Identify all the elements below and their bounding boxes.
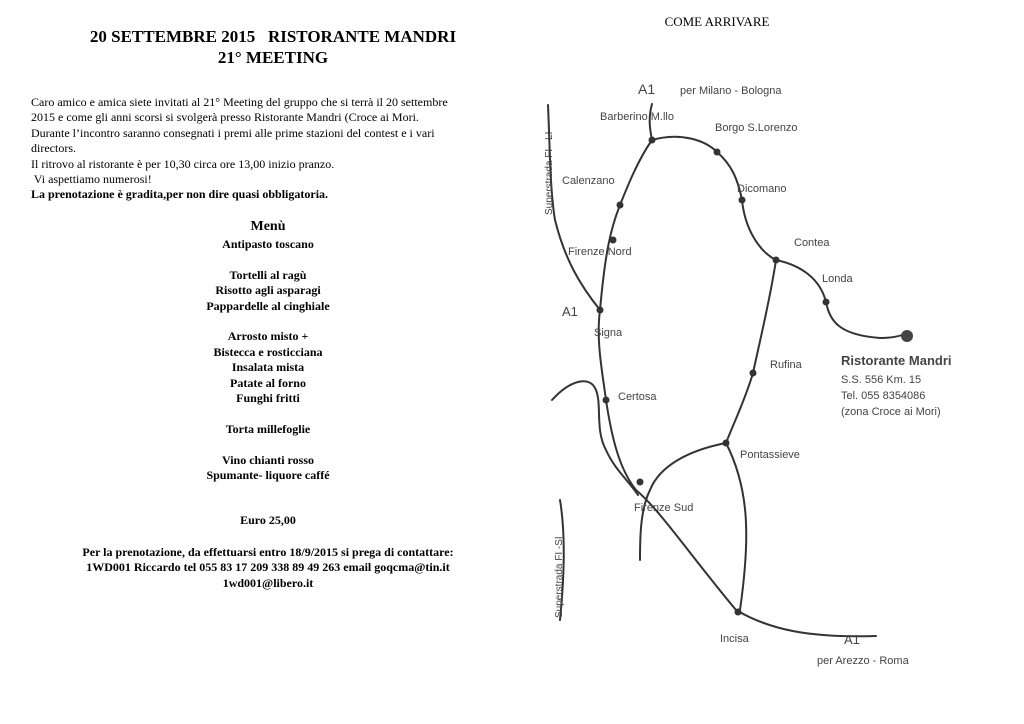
- restaurant-tel: Tel. 055 8354086: [841, 390, 926, 402]
- londa-label: Londa: [822, 273, 853, 285]
- intro-line: Durante l’incontro saranno consegnati i premi alle prime stazioni del contest e i vari: [31, 125, 435, 140]
- invitation-panel: [28, 0, 518, 724]
- menu-item: Risotto agli asparagi: [215, 283, 321, 298]
- pontassieve-dot: [723, 440, 730, 447]
- intro-line: Vi aspettiamo numerosi!: [31, 172, 152, 187]
- firenze-sud-label: Firenze Sud: [634, 502, 694, 514]
- contact-line: 1wd001@libero.it: [222, 575, 314, 590]
- barberino-label: Barberino M.llo: [600, 111, 674, 123]
- superstrada-fi-li: [548, 105, 600, 310]
- superstrada-fi-si-label: Superstrada FI -SI: [554, 536, 565, 618]
- contea-label: Contea: [794, 237, 830, 249]
- intro-line: Il ritrovo al ristorante è per 10,30 circa ore 13,00 inizio pranzo.: [31, 156, 335, 171]
- incisa-label: Incisa: [720, 633, 749, 645]
- calenzano-label: Calenzano: [562, 175, 615, 187]
- certosa-dot: [603, 397, 610, 404]
- meeting-title: 21° MEETING: [217, 48, 329, 67]
- superstrada-fi-li-label: Superstrada FI - LI: [544, 131, 555, 215]
- restaurant-zone: (zona Croce ai Mori): [841, 406, 941, 418]
- menu-section: [28, 218, 508, 483]
- directions-map: [520, 70, 1000, 690]
- menu-title: Menù: [250, 219, 286, 234]
- road-valdisieve: [726, 260, 776, 443]
- londa-dot: [823, 299, 830, 306]
- menu-item: Torta millefoglie: [225, 421, 311, 436]
- menu-item: Pappardelle al cinghiale: [206, 298, 330, 313]
- firenze-nord-dot: [610, 237, 617, 244]
- signa-dot: [597, 307, 604, 314]
- arezzo-label: per Arezzo - Roma: [817, 655, 909, 667]
- certosa-label: Certosa: [618, 391, 657, 403]
- contea-dot: [773, 257, 780, 264]
- a1-north-label: A1: [638, 81, 656, 97]
- menu-item: Patate al forno: [230, 375, 306, 390]
- road-londa: [776, 260, 905, 338]
- restaurant-address: S.S. 556 Km. 15: [841, 374, 922, 386]
- borgo-label: Borgo S.Lorenzo: [715, 122, 798, 134]
- menu-item: Bistecca e rosticciana: [213, 344, 323, 359]
- firenze-nord-label: Firenze Nord: [568, 246, 632, 258]
- contact-info: [28, 545, 508, 591]
- directions-title: COME ARRIVARE: [664, 14, 770, 29]
- invitation-text: [31, 95, 511, 203]
- restaurant-name: Ristorante Mandri: [841, 353, 952, 368]
- milano-label: per Milano - Bologna: [680, 85, 782, 97]
- menu-item: Spumante- liquore caffé: [206, 468, 330, 483]
- restaurant-marker-icon: [901, 330, 913, 342]
- signa-label: Signa: [594, 327, 623, 339]
- menu-item: Vino chianti rosso: [221, 452, 314, 467]
- contact-line: Per la prenotazione, da effettuarsi entro 18/9/2015 si prega di contattare:: [82, 545, 454, 559]
- calenzano-dot: [617, 202, 624, 209]
- dicomano-label: Dicomano: [737, 183, 787, 195]
- a1-west-label: A1: [562, 304, 578, 319]
- incisa-dot: [735, 609, 742, 616]
- map-dots: [597, 137, 830, 616]
- pontassieve-label: Pontassieve: [740, 449, 800, 461]
- intro-line: Caro amico e amica siete invitati al 21° Meeting del gruppo che si terrà il 20 settembre: [31, 95, 448, 109]
- rufina-label: Rufina: [770, 359, 802, 371]
- borgo-dot: [714, 149, 721, 156]
- price: Euro 25,00: [240, 513, 296, 527]
- intro-line: 2015 e come gli anni scorsi si svolgerà presso Ristorante Mandri (Croce ai Mori.: [31, 110, 419, 125]
- menu-item: Insalata mista: [231, 360, 305, 375]
- road-mugello: [652, 137, 776, 260]
- a1-main-road: [599, 140, 876, 636]
- reservation-note: La prenotazione è gradita,per non dire quasi obbligatoria.: [31, 187, 329, 202]
- menu-item: Funghi fritti: [236, 391, 300, 406]
- road-pontassieve-incisa: [726, 443, 746, 610]
- rufina-dot: [750, 370, 757, 377]
- contact-line: 1WD001 Riccardo tel 055 83 17 209 338 89 49 263 email goqcma@tin.it: [86, 560, 450, 575]
- firenze-sud-dot: [637, 479, 644, 486]
- barberino-dot: [649, 137, 656, 144]
- menu-item: Tortelli al ragù: [229, 267, 307, 282]
- event-title: 20 SETTEMBRE 2015 RISTORANTE MANDRI: [89, 27, 457, 46]
- dicomano-dot: [739, 197, 746, 204]
- a1-south-label: A1: [844, 632, 860, 647]
- intro-line: directors.: [31, 141, 76, 156]
- menu-item: Antipasto toscano: [222, 237, 314, 251]
- menu-item: Arrosto misto +: [227, 329, 309, 344]
